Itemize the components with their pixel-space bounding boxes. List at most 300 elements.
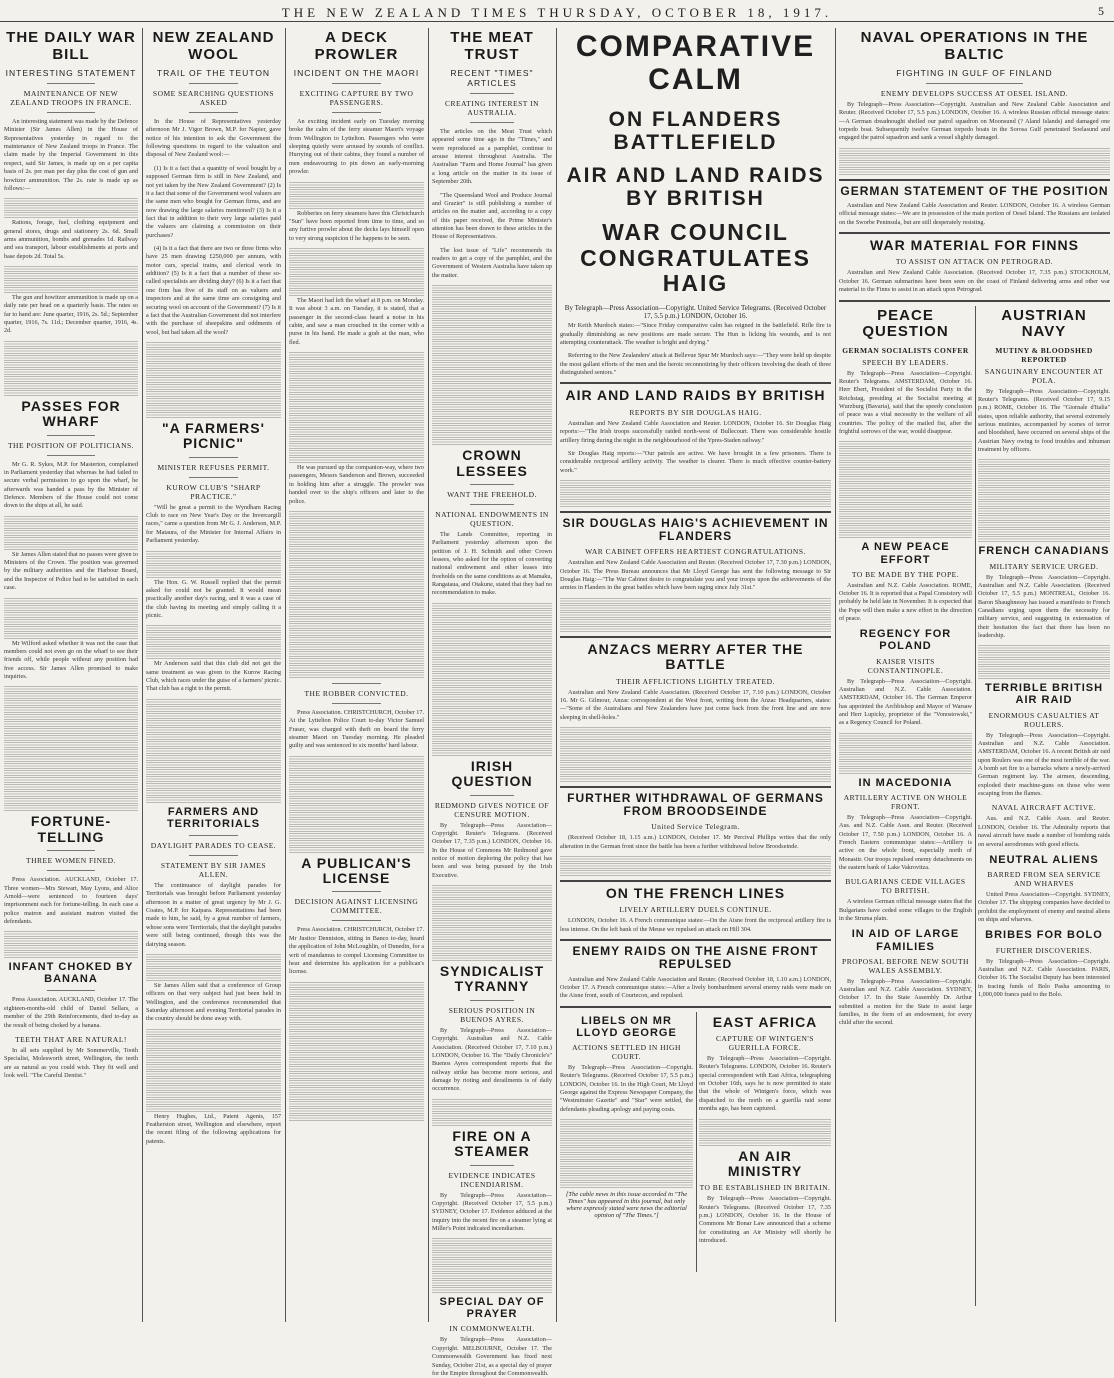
text-line-filler bbox=[4, 530, 138, 536]
text-line-filler bbox=[432, 439, 552, 445]
article-text: By Telegraph—Press Association—Copyright. Australian and N.Z. Cable Association. AMSTERDAM, October 16. A recent British air raid upon Roulers was one of the most terrible of the war. A bomb set fire to a barracks where a newly-arrived German regiment lay. The airmen, descending, exploded their machine-guns on those who were escaping from the flames. bbox=[978, 731, 1110, 798]
headline-infant-choked: INFANT CHOKED BY BANANA bbox=[8, 961, 134, 986]
text-line-filler bbox=[432, 397, 552, 403]
text-line-filler bbox=[839, 761, 972, 767]
text-line-filler bbox=[560, 1133, 693, 1139]
subheading: MINISTER REFUSES PERMIT. bbox=[157, 462, 270, 472]
headline-passes-for-wharf: PASSES FOR WHARF bbox=[21, 397, 121, 430]
headline-new-zealand-wool: NEW ZEALAND WOOL bbox=[152, 29, 275, 63]
divider bbox=[470, 1165, 513, 1166]
headline-farmers-territorials: FARMERS AND TERRITORIALS bbox=[166, 805, 261, 830]
headline-bribes-for-bolo: BRIBES FOR BOLO bbox=[985, 929, 1103, 942]
text-line-filler bbox=[839, 768, 972, 774]
text-line-filler bbox=[146, 790, 281, 796]
subheading: NAVAL AIRCRAFT ACTIVE. bbox=[991, 803, 1097, 813]
headline-fire-on-steamer: FIRE ON A STEAMER bbox=[452, 1127, 532, 1160]
text-line-filler bbox=[978, 652, 1110, 658]
text-line-filler bbox=[4, 735, 138, 741]
headline-comparative-calm: COMPARATIVE CALM bbox=[575, 30, 816, 96]
subcolumn-right bbox=[978, 306, 1110, 1306]
text-line-filler bbox=[289, 616, 424, 622]
article-text: By Telegraph—Press Association—Copyright. Reuter's Telegrams. LONDON, October 16. Reuter's special correspondent with East Africa, telegraphing on October 16th, says he is now permitted to state that the whole of Wintgen's force, which was dispatched to the north on a guerilla raid some months ago, has been captured. bbox=[699, 1055, 831, 1113]
text-line-filler bbox=[289, 394, 424, 400]
article-text: Referring to the New Zealanders' attack at Bellevue Spur Mr Murdoch says:—"They were held up despite the most gallant efforts of the men and the heroic reconnoitring by their officers involving the death of three distinguished seniors." bbox=[560, 352, 831, 377]
text-line-filler bbox=[560, 734, 831, 740]
text-line-filler bbox=[4, 612, 138, 618]
article-text: In all sets supplied by Mr Sommerville, Tooth Specialist, Molesworth street, Wellington, the teeth are as natural as you could wish. They fit well and look well. "The Careful Dentist." bbox=[4, 1046, 138, 1079]
text-line-filler bbox=[146, 748, 281, 754]
text-line-filler bbox=[289, 826, 424, 832]
text-line-filler bbox=[432, 355, 552, 361]
text-line-filler bbox=[432, 892, 552, 898]
text-line-filler bbox=[289, 630, 424, 636]
text-line-filler bbox=[4, 544, 138, 550]
article-text: By Telegraph—Press Association—Copyright. Reuter's Telegrams. (Received October 17, 5.5 p.m.) LONDON, October 16. In the High Court, Mr Lloyd George against the Express Newspaper Company, the "Westminster Gazette" and "Star" were settled, the defendants pleading apology and paying costs. bbox=[560, 1063, 693, 1113]
text-line-filler bbox=[560, 1126, 693, 1132]
text-line-filler bbox=[839, 441, 972, 447]
text-line-filler bbox=[289, 532, 424, 538]
telegraph-credit: By Telegraph—Press Association—Copyright. United Service Telegrams. (Received October 17, 5.5 p.m.) LONDON, October 16. bbox=[564, 304, 827, 321]
headline-air-land-raids-british: AIR AND LAND RAIDS BY BRITISH bbox=[565, 387, 826, 404]
article-text: An interesting statement was made by the Defence Minister (Sir James Allen) in the House of Representatives yesterday in regard to the maintenance of New Zealand troops in France. The claim made by the Imperial Government in this respect, said Sir James, is made up on a per capita basis of 2s. per man per day plus the cost of gun and howitzer ammunition. The 2s. rate is made up as follows:— bbox=[4, 118, 138, 192]
text-line-filler bbox=[289, 1073, 424, 1079]
text-line-filler bbox=[146, 639, 281, 645]
text-line-filler bbox=[432, 666, 552, 672]
text-line-filler bbox=[839, 490, 972, 496]
article-text: By Telegraph—Press Association—Copyright. Reuter's Telegrams. AMSTERDAM, October 16. Herr Ebert, President of the Socialist Party in the Reichstag, presiding at the Socialist meeting at Wurzburg (Bavaria), said that the speedy conclusion of peace was a vital necessity to the welfare of all countries. The policy of the mailed fist, after the frightful sorrows of the war, would disappear. bbox=[839, 369, 972, 436]
text-line-filler bbox=[289, 387, 424, 393]
article-text: Henry Hughes, Ltd., Patent Agents, 157 Featherston street, Wellington and elsewhere, report the recent filing of the following applications for patents. bbox=[146, 1112, 281, 1145]
text-line-filler bbox=[432, 941, 552, 947]
text-line-filler bbox=[560, 612, 831, 618]
headline-farmers-picnic: "A FARMERS' PICNIC" bbox=[162, 419, 265, 452]
subheading: FURTHER DISCOVERIES. bbox=[995, 945, 1093, 955]
text-line-filler bbox=[560, 598, 831, 604]
text-line-filler bbox=[432, 425, 552, 431]
text-line-filler bbox=[289, 644, 424, 650]
text-line-filler bbox=[289, 248, 424, 254]
text-line-filler bbox=[4, 205, 138, 211]
text-line-filler bbox=[560, 1182, 693, 1188]
text-line-filler bbox=[289, 255, 424, 261]
text-line-filler bbox=[839, 155, 1110, 161]
article-text: The Hon. G. W. Russell replied that the permit asked for could not be granted. It would mean practically another day's racing, and it was a case of the club having its meeting and simply calling it a picnic. bbox=[146, 578, 281, 619]
text-line-filler bbox=[289, 1003, 424, 1009]
text-line-filler bbox=[4, 348, 138, 354]
text-line-filler bbox=[289, 1080, 424, 1086]
headline-deck-prowler: A DECK PROWLER bbox=[314, 29, 399, 63]
text-line-filler bbox=[146, 1092, 281, 1098]
subheading: EVIDENCE INDICATES INCENDIARISM. bbox=[448, 1170, 536, 1189]
divider bbox=[47, 870, 95, 871]
text-line-filler bbox=[560, 863, 831, 869]
subheading: BULGARIANS CEDE VILLAGES TO BRITISH. bbox=[845, 877, 966, 896]
text-line-filler bbox=[560, 626, 831, 632]
subheading: KUROW CLUB'S "SHARP PRACTICE." bbox=[166, 482, 261, 501]
text-line-filler bbox=[432, 736, 552, 742]
text-line-filler bbox=[560, 480, 831, 486]
headline-meat-trust: THE MEAT TRUST bbox=[450, 29, 534, 63]
divider bbox=[332, 683, 381, 684]
text-line-filler bbox=[432, 404, 552, 410]
subheading: MILITARY SERVICE URGED. bbox=[989, 561, 1099, 571]
text-line-filler bbox=[289, 1024, 424, 1030]
text-line-filler bbox=[289, 1038, 424, 1044]
text-line-filler bbox=[432, 913, 552, 919]
text-line-filler bbox=[4, 376, 138, 382]
article-text: Rations, forage, fuel, clothing equipment and general stores, drugs and stationery 2s. 6d. Small arms ammunition, bombs and grenades 1d. Railway and sea transport, labour establishments at ports and base depots 2d. Total 5s. bbox=[4, 219, 138, 260]
text-line-filler bbox=[289, 784, 424, 790]
text-line-filler bbox=[699, 1133, 831, 1139]
divider bbox=[470, 504, 513, 505]
text-line-filler bbox=[839, 754, 972, 760]
text-line-filler bbox=[560, 1175, 693, 1181]
text-line-filler bbox=[978, 501, 1110, 507]
text-line-filler bbox=[839, 497, 972, 503]
text-line-filler bbox=[289, 401, 424, 407]
text-line-filler bbox=[289, 182, 424, 188]
text-line-filler bbox=[699, 1126, 831, 1132]
text-line-filler bbox=[978, 666, 1110, 672]
column-rule bbox=[428, 28, 429, 1322]
text-line-filler bbox=[289, 380, 424, 386]
article-text: Australian and New Zealand Cable Association and Reuter. (Received October 17, 7.30 p.m.) LONDON, October 16. The Press Bureau announces that Mr Lloyd George has sent the following message to Sir Douglas Haig:—"The War Cabinet desire to congratulate you and your troops upon the achievements of the armies in Flanders in the great battles which have been raging since July 31st." bbox=[560, 559, 831, 592]
text-line-filler bbox=[4, 749, 138, 755]
text-line-filler bbox=[289, 443, 424, 449]
subheading: SANGUINARY ENCOUNTER AT POLA. bbox=[984, 366, 1104, 385]
text-line-filler bbox=[560, 1119, 693, 1125]
divider bbox=[470, 484, 513, 485]
text-line-filler bbox=[4, 537, 138, 543]
subheading: REDMOND GIVES NOTICE OF CENSURE MOTION. bbox=[434, 800, 550, 819]
text-line-filler bbox=[560, 487, 831, 493]
text-line-filler bbox=[289, 840, 424, 846]
text-line-filler bbox=[289, 637, 424, 643]
headline-war-council-haig: WAR COUNCIL CONGRATULATES HAIG bbox=[580, 219, 811, 296]
text-line-filler bbox=[432, 376, 552, 382]
newspaper-title: THE NEW ZEALAND TIMES THURSDAY, OCTOBER 18, 1917. bbox=[281, 5, 833, 20]
divider bbox=[47, 112, 95, 113]
subheading: TRAIL OF THE TEUTON bbox=[156, 68, 271, 78]
text-line-filler bbox=[289, 276, 424, 282]
text-line-filler bbox=[432, 603, 552, 609]
text-line-filler bbox=[4, 805, 138, 811]
text-line-filler bbox=[289, 595, 424, 601]
text-line-filler bbox=[432, 659, 552, 665]
text-line-filler bbox=[432, 631, 552, 637]
text-line-filler bbox=[146, 565, 281, 571]
text-line-filler bbox=[560, 741, 831, 747]
subheading: INTERESTING STATEMENT bbox=[5, 68, 137, 78]
subheading: EXCITING CAPTURE BY TWO PASSENGERS. bbox=[299, 89, 414, 107]
article-text: Press Association. CHRISTCHURCH, October 17. Mr Justice Denniston, sitting in Banco to-day, heard the application of John McLoughlin, of Dunedin, for a writ of mandamus to compel Licensing Committee to hear and determine his application for a publican's license. bbox=[289, 926, 424, 976]
text-line-filler bbox=[289, 429, 424, 435]
text-line-filler bbox=[289, 672, 424, 678]
text-line-filler bbox=[289, 560, 424, 566]
text-line-filler bbox=[4, 791, 138, 797]
subheading: RECENT "TIMES" ARTICLES bbox=[450, 68, 534, 88]
text-line-filler bbox=[978, 645, 1110, 651]
text-line-filler bbox=[289, 777, 424, 783]
article-text: United Press Association—Copyright. SYDNEY, October 17. The shipping companies have decided to prohibit the employment of enemy and neutral aliens on ships and wharves. bbox=[978, 890, 1110, 924]
text-line-filler bbox=[4, 770, 138, 776]
text-line-filler bbox=[560, 769, 831, 775]
text-line-filler bbox=[978, 487, 1110, 493]
text-line-filler bbox=[146, 412, 281, 418]
text-line-filler bbox=[4, 728, 138, 734]
article-text: Mr Keith Murdoch states:—"Since Friday comparative calm has reigned in the battlefield. Rifle fire is gradually diminishing as new positions are made secure. The Hun is licking his wounds, and is not attempting counterattack. The weather is bright and drying." bbox=[560, 322, 831, 346]
text-line-filler bbox=[4, 362, 138, 368]
text-line-filler bbox=[4, 273, 138, 279]
text-line-filler bbox=[289, 1101, 424, 1107]
text-line-filler bbox=[560, 1154, 693, 1160]
text-line-filler bbox=[4, 598, 138, 604]
text-line-filler bbox=[289, 812, 424, 818]
article-text: By Telegraph—Press Association—Copyright. Australian and N.Z. Cable Association. PARIS, October 16. The Socialist Deputy has been interested in tracing funds of Bolo Pasha amounting to 1,000,000 francs paid to the Bolo. bbox=[978, 957, 1110, 998]
text-line-filler bbox=[146, 961, 281, 967]
text-line-filler bbox=[146, 741, 281, 747]
column-rule bbox=[285, 28, 286, 1322]
subheading: THREE WOMEN FINED. bbox=[26, 856, 116, 866]
divider bbox=[189, 855, 238, 856]
text-line-filler bbox=[289, 366, 424, 372]
text-line-filler bbox=[146, 551, 281, 557]
subheading-robber-convicted: THE ROBBER CONVICTED. bbox=[304, 688, 409, 698]
text-line-filler bbox=[839, 469, 972, 475]
section-divider bbox=[560, 939, 831, 941]
text-line-filler bbox=[432, 750, 552, 756]
headline-east-africa: EAST AFRICA bbox=[712, 1013, 818, 1030]
text-line-filler bbox=[432, 369, 552, 375]
headline-new-peace-effort: A NEW PEACE EFFORT bbox=[861, 541, 950, 566]
headline-haig-achievement: SIR DOUGLAS HAIG'S ACHIEVEMENT IN FLANDERS bbox=[562, 515, 829, 544]
text-line-filler bbox=[146, 762, 281, 768]
text-line-filler bbox=[289, 436, 424, 442]
text-line-filler bbox=[432, 645, 552, 651]
text-line-filler bbox=[289, 651, 424, 657]
article-text: By Telegraph—Press Association—Copyright. Reuter's Telegrams. (Received October 17, 7.35 p.m.) LONDON, October 16. In the House of Commons Mr Redmond gave notice of motion deploring the policy that has been and was being pursued by the Irish Executive. bbox=[432, 821, 552, 879]
text-line-filler bbox=[289, 352, 424, 358]
text-line-filler bbox=[432, 729, 552, 735]
text-line-filler bbox=[978, 529, 1110, 535]
lower-split bbox=[839, 306, 1110, 1306]
text-line-filler bbox=[289, 1045, 424, 1051]
text-line-filler bbox=[560, 494, 831, 500]
text-line-filler bbox=[146, 776, 281, 782]
text-line-filler bbox=[432, 348, 552, 354]
divider bbox=[47, 435, 95, 436]
article-text: By Telegraph—Press Association—Copyright. Reuter's Telegrams. (Received October 17, 9.15 p.m.) ROME, October 16. The "Giornale d'Italia" states, upon reliable authority, that several extremely serious mutinies, accompanied by scenes of terror and bloodshed, have occurred on several ships of the Austrian Navy owing to food troubles and inhuman treatment by officers. bbox=[978, 387, 1110, 454]
article-text: The Maori had left the wharf at 8 p.m. on Monday. It was about 3 a.m. on Tuesday, it is stated, that a passenger in the second-class heard a noise in his cabin, and saw a man crouched in the corner with a purse in his hand. He made a grab at the man, who fled. bbox=[289, 296, 424, 346]
text-line-filler bbox=[289, 982, 424, 988]
text-line-filler bbox=[289, 196, 424, 202]
text-line-filler bbox=[4, 756, 138, 762]
divider bbox=[332, 920, 381, 921]
text-line-filler bbox=[4, 280, 138, 286]
text-line-filler bbox=[146, 342, 281, 348]
text-line-filler bbox=[432, 948, 552, 954]
text-line-filler bbox=[839, 525, 972, 531]
subheading: INCIDENT ON THE MAORI bbox=[293, 68, 420, 78]
text-line-filler bbox=[146, 954, 281, 960]
text-line-filler bbox=[146, 975, 281, 981]
text-line-filler bbox=[146, 391, 281, 397]
section-divider bbox=[839, 232, 1110, 234]
column-4 bbox=[432, 28, 552, 1377]
text-line-filler bbox=[146, 625, 281, 631]
text-line-filler bbox=[146, 1043, 281, 1049]
text-line-filler bbox=[432, 1238, 552, 1244]
text-line-filler bbox=[432, 418, 552, 424]
article-text: Sir James Allen said that a conference of Group officers on that very subject had just been held in Wellington, and the conference recommended that Saturday afternoon and evening Territorial parades in the country should be done away with. bbox=[146, 981, 281, 1023]
article-text: (1) Is it a fact that a quantity of wool bought by a supposed German firm is still in New Zealand, and not yet taken by the New Zealand Government? (2) Is it a fact that some of the Government wool valuers are the same men who bought for German firms, and are now drawing the large salaries mentioned? (3) Is it a fact that in addition to their very large salaries paid the valuers are claiming a commission on their purchases? bbox=[146, 164, 281, 239]
text-line-filler bbox=[978, 473, 1110, 479]
text-line-filler bbox=[432, 617, 552, 623]
article-text: The articles on the Meat Trust which appeared some time ago in the "Times," and were reproduced as a pamphlet, continue to arouse interest throughout Australia. The Australian "Farm and Home Journal" has given a long article on the matter in its issue of September 20th. bbox=[432, 128, 552, 186]
text-line-filler bbox=[432, 1099, 552, 1105]
divider bbox=[332, 703, 381, 704]
text-line-filler bbox=[432, 955, 552, 961]
text-line-filler bbox=[4, 952, 138, 958]
text-line-filler bbox=[146, 1057, 281, 1063]
text-line-filler bbox=[289, 665, 424, 671]
article-text: A wireless German official message states that the Bulgarians have ceded some villages to the English in the Struma plain. bbox=[839, 898, 972, 923]
text-line-filler bbox=[289, 1087, 424, 1093]
text-line-filler bbox=[432, 320, 552, 326]
text-line-filler bbox=[839, 740, 972, 746]
lower-split bbox=[560, 1012, 831, 1272]
text-line-filler bbox=[146, 653, 281, 659]
subheading: WAR CABINET OFFERS HEARTIEST CONGRATULATIONS. bbox=[585, 547, 806, 557]
subheading: CAPTURE OF WINTGEN'S GUERILLA FORCE. bbox=[716, 1034, 814, 1053]
text-line-filler bbox=[978, 673, 1110, 679]
text-line-filler bbox=[560, 501, 831, 507]
divider bbox=[189, 112, 238, 113]
text-line-filler bbox=[289, 1059, 424, 1065]
article-text: The Lands Committee, reporting in Parliament yesterday afternoon upon the petition of J. H. Schmidt and other Crown lessees, who asked for the option of converting national endowment and other leases into freeholds on the same conditions as at Mamaku, Rangataua, and Otakune, stated that they had no recommendation to make. bbox=[432, 530, 552, 597]
text-line-filler bbox=[289, 581, 424, 587]
text-line-filler bbox=[432, 1120, 552, 1126]
text-line-filler bbox=[289, 546, 424, 552]
subheading: LIVELY ARTILLERY DUELS CONTINUE. bbox=[619, 905, 772, 915]
headline-fortune-telling: FORTUNE-TELLING bbox=[30, 813, 112, 845]
article-text: Australian and New Zealand Cable Association and Reuter. LONDON, October 16. Sir Douglas Haig reports:—"The Irish troops successfully raided north-west of Bullecourt. There was considerable hostile artillery firing during the night in the neighbourhood of the Ypres-Staden railway." bbox=[560, 419, 831, 444]
subheading: WANT THE FREEHOLD. bbox=[447, 489, 537, 499]
headline-syndicalist-tyranny: SYNDICALIST TYRANNY bbox=[439, 963, 545, 995]
subheading: GERMAN SOCIALISTS CONFER bbox=[842, 345, 969, 355]
divider bbox=[47, 83, 95, 84]
text-line-filler bbox=[289, 408, 424, 414]
text-line-filler bbox=[432, 1245, 552, 1251]
text-line-filler bbox=[4, 198, 138, 204]
text-line-filler bbox=[4, 945, 138, 951]
headline-daily-war-bill: THE DAILY WAR BILL bbox=[6, 29, 136, 63]
divider bbox=[332, 112, 381, 113]
text-line-filler bbox=[432, 306, 552, 312]
column-5 bbox=[560, 28, 831, 1324]
text-line-filler bbox=[4, 784, 138, 790]
subheading: ARTILLERY ACTIVE ON WHOLE FRONT. bbox=[843, 792, 968, 811]
subheading: United Service Telegram. bbox=[651, 822, 740, 832]
text-line-filler bbox=[146, 1036, 281, 1042]
subcolumn-left bbox=[839, 306, 972, 1306]
text-line-filler bbox=[289, 798, 424, 804]
column-6 bbox=[839, 28, 1110, 1324]
subcolumn-right bbox=[699, 1012, 831, 1272]
article-text: By Telegraph—Press Association—Copyright. Australian and N.Z. Cable Association. SYDNEY, October 17. In the State Assembly Dr. Arthur submitted a motion for the State to assist large families, in the form of an endowment, for every child after the second. bbox=[839, 977, 972, 1027]
text-line-filler bbox=[432, 432, 552, 438]
text-line-filler bbox=[289, 588, 424, 594]
subcolumn-left bbox=[560, 1012, 693, 1272]
text-line-filler bbox=[839, 747, 972, 753]
text-line-filler bbox=[560, 727, 831, 733]
text-line-filler bbox=[4, 798, 138, 804]
text-line-filler bbox=[560, 762, 831, 768]
article-text: By Telegraph—Press Association—Copyright. Aus. and N.Z. Cable Assn. and Reuter. (Received October 17, 7.50 p.m.) LONDON, October 16. A French Eastern communique states:—Artillery is active on the whole front, especially north of Monastir. Our troops repulsed enemy detachments on the eastern bank of Lake Vakrovitza. bbox=[839, 813, 972, 871]
text-line-filler bbox=[839, 455, 972, 461]
section-divider bbox=[839, 179, 1110, 181]
text-line-filler bbox=[4, 605, 138, 611]
article-text: He was pursued up the companion-way, where two passengers, Messrs Sanderson and Brown, succeeded in holding him after a struggle. The prowler was handed over to the ship's officers and later to the police. bbox=[289, 464, 424, 505]
text-line-filler bbox=[289, 658, 424, 664]
text-line-filler bbox=[432, 1106, 552, 1112]
text-line-filler bbox=[432, 334, 552, 340]
article-text: Press Association. AUCKLAND, October 17. The eighteen-months-old child of Daniel Sellars, a member of the 29th Reinforcements, died to-day as the result of being choked by a banana. bbox=[4, 996, 138, 1029]
article-text: By Telegraph—Press Association—Copyright. Australian and N.Z. Cable Association. (Received October 17, 5.5 p.m.) MONTREAL, October 16. Baron Shaughnessy has issued a manifesto to French Canadians urging upon them the necessity for military service, and suggesting in extenuation of their hesitation the fact that there has been no leadership. bbox=[978, 573, 1110, 640]
text-line-filler bbox=[146, 384, 281, 390]
article-text: By Telegraph—Press Association—Copyright. Australian and N.Z. Cable Association. (Received October 17, 7.10 p.m.) LONDON, October 16. The "Daily Chronicle's" Buenos Ayres correspondent reports that the railway strike has become more serious, and damage by rioting and derailments is of daily occurrence. bbox=[432, 1026, 552, 1093]
headline-large-families: IN AID OF LARGE FAMILIES bbox=[851, 928, 960, 953]
divider bbox=[189, 477, 238, 478]
text-line-filler bbox=[560, 856, 831, 862]
text-line-filler bbox=[978, 466, 1110, 472]
text-line-filler bbox=[289, 1052, 424, 1058]
section-divider bbox=[560, 636, 831, 638]
text-line-filler bbox=[289, 756, 424, 762]
text-line-filler bbox=[4, 714, 138, 720]
text-line-filler bbox=[289, 833, 424, 839]
headline-war-material-finns: WAR MATERIAL FOR FINNS bbox=[870, 237, 1079, 254]
article-text: (Received October 18, 1.15 a.m.) LONDON, October 17. Mr Percival Phillips writes that the only alteration in the German front since the battle has been a further withdrawal below Broodseinde. bbox=[560, 834, 831, 850]
text-line-filler bbox=[432, 1287, 552, 1293]
subheading: NATIONAL ENDOWMENTS IN QUESTION. bbox=[435, 509, 549, 528]
text-line-filler bbox=[289, 1031, 424, 1037]
text-line-filler bbox=[146, 1050, 281, 1056]
text-line-filler bbox=[560, 1161, 693, 1167]
text-line-filler bbox=[289, 602, 424, 608]
text-line-filler bbox=[146, 720, 281, 726]
text-line-filler bbox=[839, 504, 972, 510]
text-line-filler bbox=[560, 1140, 693, 1146]
headline-neutral-aliens: NEUTRAL ALIENS bbox=[989, 853, 1099, 866]
text-line-filler bbox=[146, 572, 281, 578]
text-line-filler bbox=[289, 450, 424, 456]
text-line-filler bbox=[978, 515, 1110, 521]
text-line-filler bbox=[289, 511, 424, 517]
divider bbox=[470, 1000, 513, 1001]
article-text: The continuance of daylight parades for Territorials was brought before Parliament yesterday afternoon in a matter of great urgency by Mr J. G. Coates, M.P. for Kaipara. Representations had been made to him, he said, by a great number of farmers, whose sons were Territorials, that the daylight parades were still being continued, though this was the dairying season. bbox=[146, 881, 281, 948]
text-line-filler bbox=[146, 797, 281, 803]
article-text: Robberies on ferry steamers have this Christchurch "Sun" have been reported from time to time, and so any furtive prowler about the decks lays himself open to very strong suspicion if he happens to be seen. bbox=[289, 209, 424, 242]
text-line-filler bbox=[432, 694, 552, 700]
subheading: PROPOSAL BEFORE NEW SOUTH WALES ASSEMBLY. bbox=[842, 956, 969, 975]
text-line-filler bbox=[432, 715, 552, 721]
text-line-filler bbox=[289, 574, 424, 580]
column-3 bbox=[289, 28, 424, 1324]
text-line-filler bbox=[4, 707, 138, 713]
text-line-filler bbox=[289, 1066, 424, 1072]
subheading: ENORMOUS CASUALTIES AT ROULERS. bbox=[988, 710, 1100, 729]
